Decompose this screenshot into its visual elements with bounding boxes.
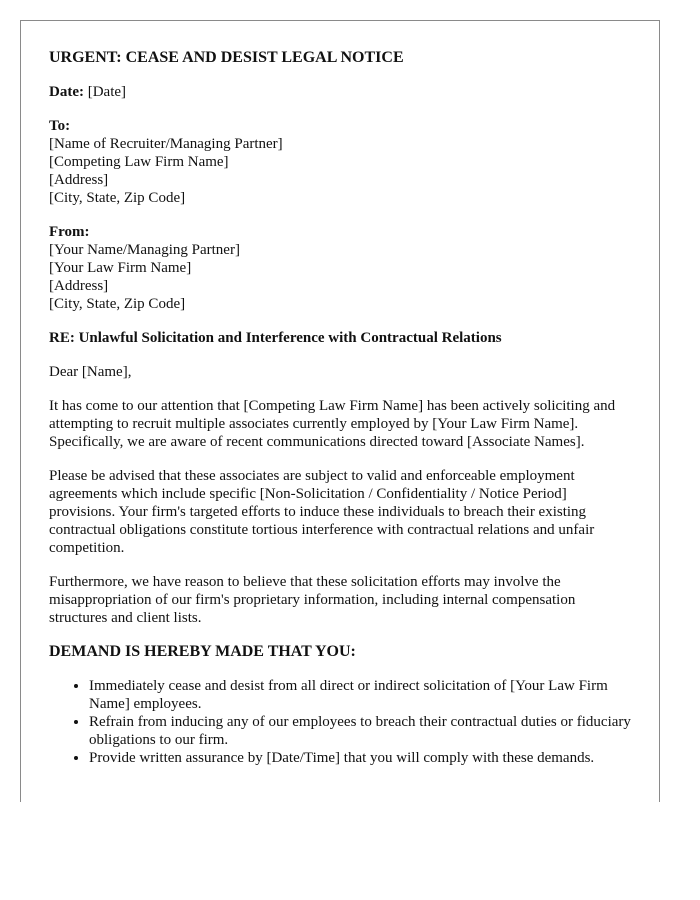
demand-list [49,677,631,767]
from-line: [Address] [49,278,109,294]
to-line: [Address] [49,172,109,188]
salutation: Dear [Name], [49,364,132,380]
letter-title: URGENT: CEASE AND DESIST LEGAL NOTICE [49,49,404,66]
body-paragraph: It has come to our attention that [Competing Law Firm Name] has been actively soliciting and attempting to recruit multiple associates currently employed by [Your Law Firm Name]. Specifically, we are aware of recent communications directed toward [Associate Names]. [49,398,616,450]
date-line [49,83,631,101]
date-label: Date: [49,84,84,100]
body-paragraph: Furthermore, we have reason to believe that these solicitation efforts may involve the misappropriation of our firm's proprietary information, including internal compensation structures and client lists. [49,574,576,626]
date-value: [Date] [87,84,127,100]
demand-item: • Provide written assurance by [Date/Time] that you will comply with these demands. [89,749,631,767]
demand-heading: DEMAND IS HEREBY MADE THAT YOU: [49,643,356,660]
to-label: To: [49,118,71,134]
demand-item: • Refrain from inducing any of our employees to breach their contractual duties or fiduciary obligations to our firm. [89,713,631,749]
letter-page [20,20,660,802]
sender-block [49,223,631,313]
to-line: [City, State, Zip Code] [49,190,186,206]
recipient-block [49,117,631,207]
from-line: [Your Name/Managing Partner] [49,242,240,258]
from-label: From: [49,224,90,240]
from-line: [Your Law Firm Name] [49,260,192,276]
to-line: [Name of Recruiter/Managing Partner] [49,136,283,152]
to-line: [Competing Law Firm Name] [49,154,229,170]
body-paragraph: Please be advised that these associates are subject to valid and enforceable employment agreements which include specific [Non-Solicitation / Confidentiality / Notice Period] provisions. Your firm's targeted efforts to induce these individuals to breach their existing contractual obligations constitute tortious interference with contractual relations and unfair competition. [49,468,595,556]
from-line: [City, State, Zip Code] [49,296,186,312]
demand-item: • Immediately cease and desist from all direct or indirect solicitation of [Your Law Firm Name] employees. [89,677,631,713]
subject-line: RE: Unlawful Solicitation and Interference with Contractual Relations [49,330,502,346]
